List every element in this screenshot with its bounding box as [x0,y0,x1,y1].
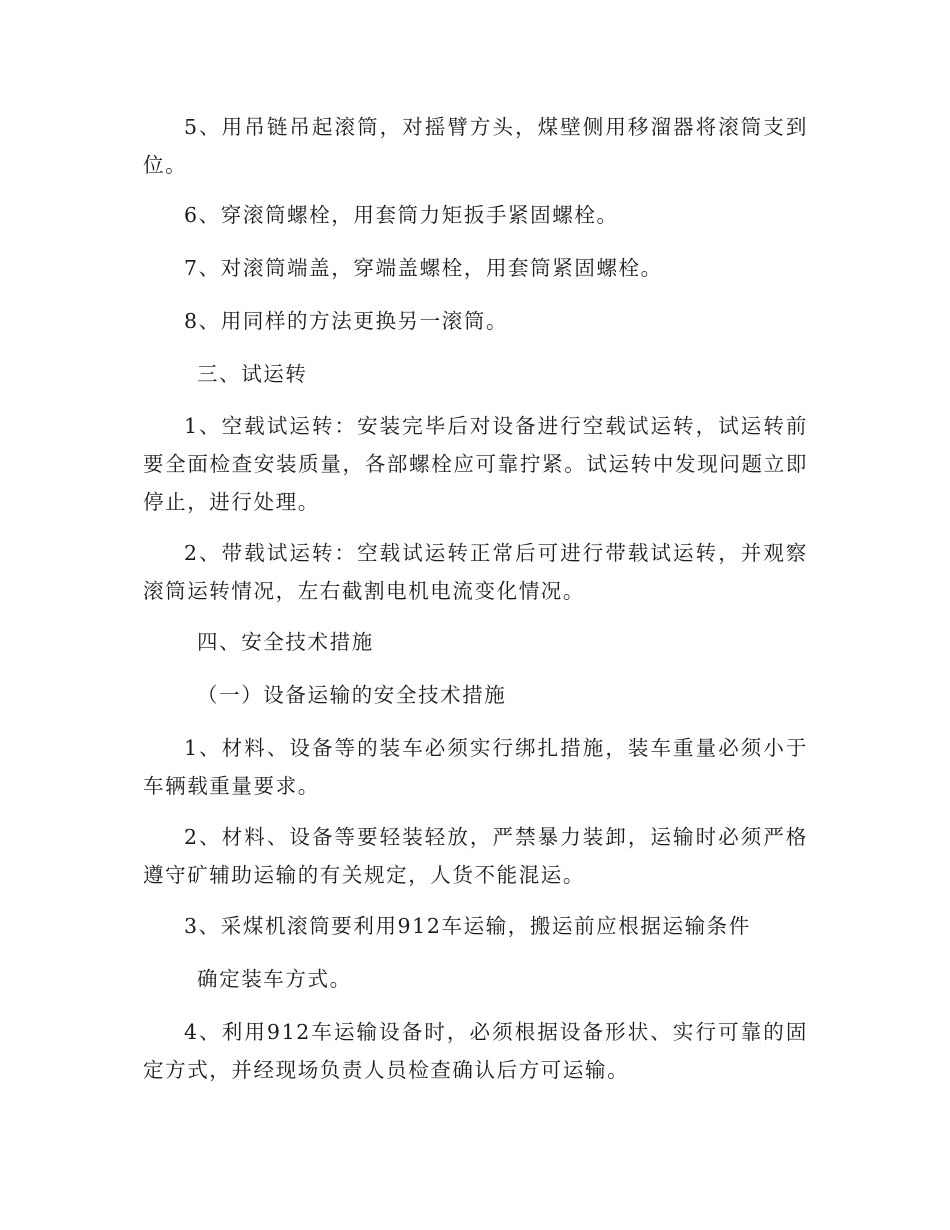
paragraph-transport-3-continued: 确定装车方式。 [197,967,352,991]
paragraph-load-trial: 2、带载试运转：空载试运转正常后可进行带载试运转，并观察滚筒运转情况，左右截割电机电流变化情况。 [143,541,808,603]
subsection-heading-transport-safety: （一）设备运输的安全技术措施 [197,683,507,707]
paragraph-step-7: 7、对滚筒端盖，穿端盖螺栓，用套筒紧固螺栓。 [184,256,663,280]
paragraph-no-load-trial: 1、空载试运转：安装完毕后对设备进行空载试运转，试运转前要全面检查安装质量，各部螺栓应可靠拧紧。试运转中发现问题立即停止，进行处理。 [143,414,808,514]
paragraph-step-5: 5、用吊链吊起滚筒，对摇臂方头，煤壁侧用移溜器将滚筒支到位。 [143,115,808,177]
paragraph-transport-1: 1、材料、设备等的装车必须实行绑扎措施，装车重量必须小于车辆载重量要求。 [143,736,808,798]
section-heading-safety-measures: 四、安全技术措施 [197,630,374,654]
section-heading-trial-run: 三、试运转 [197,362,308,386]
paragraph-transport-2: 2、材料、设备等要轻装轻放，严禁暴力装卸，运输时必须严格遵守矿辅助运输的有关规定，人货不能混运。 [143,825,808,887]
paragraph-transport-3: 3、采煤机滚筒要利用912车运输，搬运前应根据运输条件 [184,914,751,938]
paragraph-step-6: 6、穿滚筒螺栓，用套筒力矩扳手紧固螺栓。 [184,203,619,227]
paragraph-step-8: 8、用同样的方法更换另一滚筒。 [184,309,509,333]
paragraph-transport-4: 4、利用912车运输设备时，必须根据设备形状、实行可靠的固定方式，并经现场负责人员检查确认后方可运输。 [143,1020,808,1082]
